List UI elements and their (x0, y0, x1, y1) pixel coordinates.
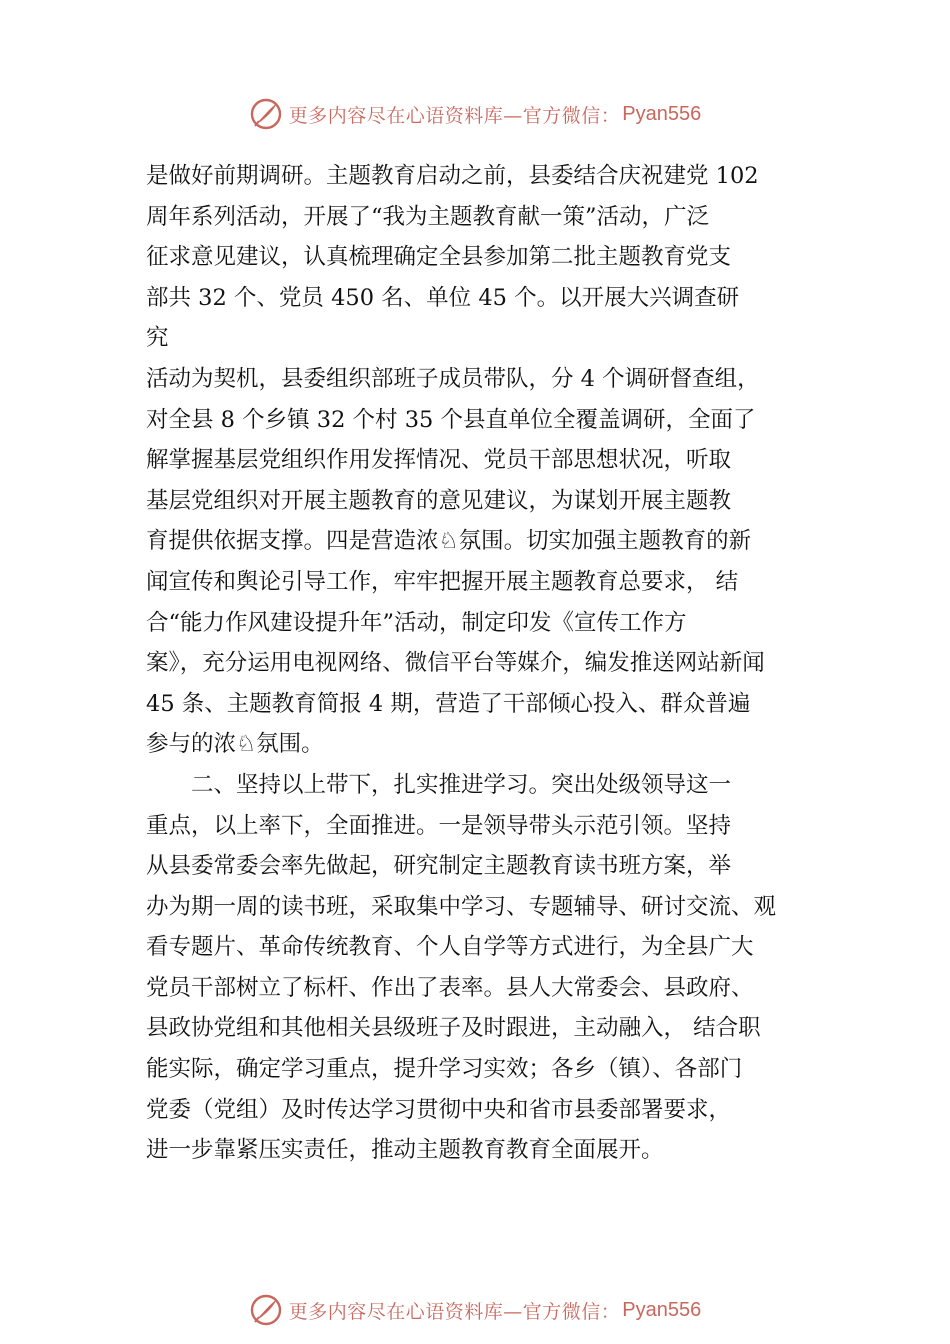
quill-seal-icon (249, 97, 283, 131)
text-line: 闻宣传和舆论引导工作，牢牢把握开展主题教育总要求， 结 (146, 568, 739, 595)
text-line: 部共 32 个、党员 450 名、单位 45 个。以开展大兴调查研 (146, 284, 740, 311)
footer-watermark-banner (0, 1290, 950, 1330)
text-line: 从县委常委会率先做起，研究制定主题教育读书班方案，举 (146, 853, 732, 880)
text-line: 育提供依据支撑。四是营造浓♘氛围。切实加强主题教育的新 (146, 528, 752, 555)
banner-wechat-handle: Pyan556 (622, 1298, 702, 1321)
text-line: 案》，充分运用电视网络、微信平台等媒介，编发推送网站新闻 (146, 650, 765, 677)
document-body (146, 156, 818, 1171)
quill-seal-icon (249, 1293, 283, 1327)
text-line: 是做好前期调研。主题教育启动之前，县委结合庆祝建党 102 (146, 163, 759, 189)
paragraph (146, 156, 818, 765)
text-line: 周年系列活动，开展了“我为主题教育献一策”活动，广泛 (146, 203, 710, 230)
text-line: 能实际，确定学习重点，提升学习实效；各乡（镇）、各部门 (146, 1056, 743, 1083)
banner-wechat-handle: Pyan556 (622, 102, 702, 125)
text-line: 基层党组织对开展主题教育的意见建议，为谋划开展主题教 (146, 487, 732, 514)
text-line: 进一步靠紧压实责任，推动主题教育教育全面展开。 (146, 1137, 664, 1164)
header-watermark-banner (0, 94, 950, 134)
paragraph (146, 765, 818, 1171)
text-line: 合“能力作风建设提升年”活动，制定印发《宣传工作方 (146, 609, 687, 636)
text-line: 对全县 8 个乡镇 32 个村 35 个县直单位全覆盖调研，全面了 (146, 406, 756, 433)
text-line: 究 (146, 325, 169, 352)
text-line: 重点，以上率下，全面推进。一是领导带头示范引领。坚持 (146, 812, 732, 839)
text-line: 二、坚持以上带下，扎实推进学习。突出处级领导这一 (146, 771, 732, 798)
text-line: 45 条、主题教育简报 4 期，营造了干部倾心投入、群众普遍 (146, 690, 751, 717)
text-line: 党委（党组）及时传达学习贯彻中央和省市县委部署要求， (146, 1096, 732, 1123)
text-line: 解掌握基层党组织作用发挥情况、党员干部思想状况，听取 (146, 447, 732, 474)
text-line: 县政协党组和其他相关县级班子及时跟进，主动融入， 结合职 (146, 1015, 761, 1042)
text-line: 征求意见建议，认真梳理确定全县参加第二批主题教育党支 (146, 244, 732, 271)
banner-text: 更多内容尽在心语资料库—官方微信： (288, 104, 621, 127)
text-line: 活动为契机，县委组织部班子成员带队，分 4 个调研督查组， (146, 365, 760, 392)
text-line: 办为期一周的读书班，采取集中学习、专题辅导、研讨交流、观 (146, 893, 777, 920)
text-line: 党员干部树立了标杆、作出了表率。县人大常委会、县政府、 (146, 974, 754, 1001)
banner-text: 更多内容尽在心语资料库—官方微信： (288, 1300, 621, 1323)
text-line: 参与的浓♘氛围。 (146, 731, 324, 758)
text-line: 看专题片、革命传统教育、个人自学等方式进行，为全县广大 (146, 934, 754, 961)
